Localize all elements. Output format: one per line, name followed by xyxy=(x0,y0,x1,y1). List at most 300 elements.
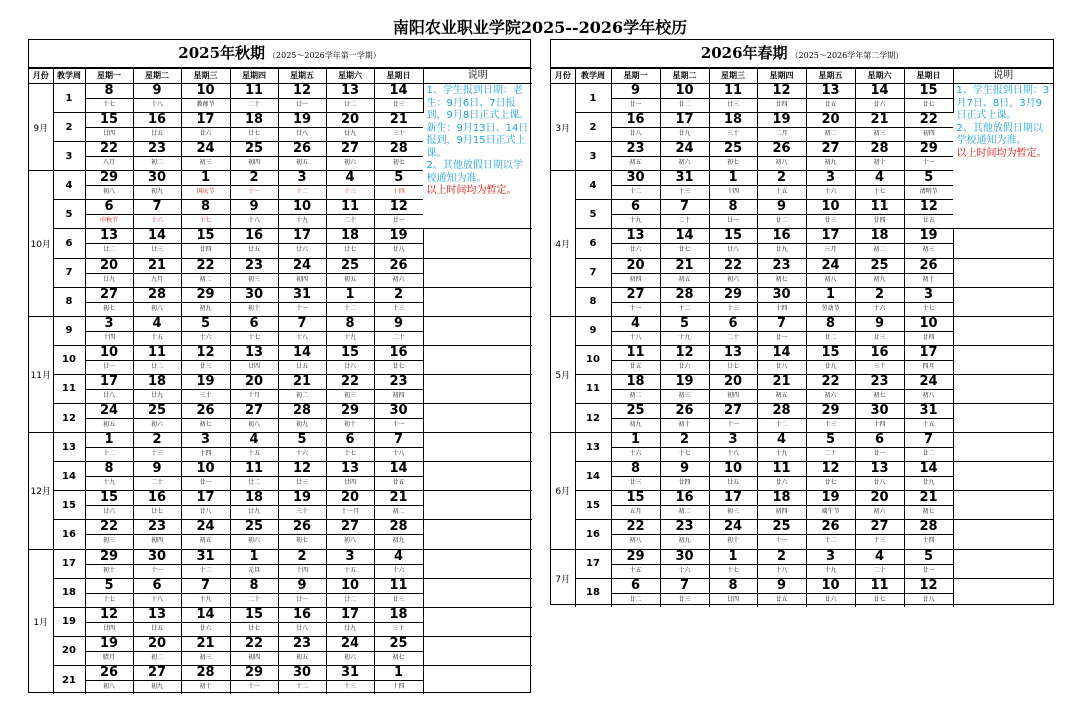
lunar-date: 廿三 xyxy=(279,476,326,489)
lunar-date: 十一月 xyxy=(327,505,374,518)
day-cell xyxy=(611,433,660,462)
day-cell xyxy=(278,636,326,665)
day-number: 25 xyxy=(626,403,645,419)
day-number: 14 xyxy=(389,83,408,98)
lunar-date: 初六 xyxy=(661,156,709,169)
day-cell xyxy=(181,636,230,665)
day-cell xyxy=(374,404,423,433)
day-number: 24 xyxy=(919,374,938,389)
day-number: 16 xyxy=(675,490,694,506)
day-cell xyxy=(230,433,278,462)
lunar-date: 十六 xyxy=(279,447,326,460)
day-number: 18 xyxy=(626,374,645,389)
day-number: 25 xyxy=(244,519,264,535)
week-number: 5 xyxy=(53,200,85,229)
spring-semester-header xyxy=(551,40,1053,68)
note-text: 2、其他放假日期以学校通知为准。 xyxy=(956,122,1043,146)
day-number: 31 xyxy=(919,403,938,419)
fall-semester-title: 2025年秋期 xyxy=(178,44,266,62)
day-cell xyxy=(757,345,806,374)
lunar-date: 廿七 xyxy=(375,360,423,373)
week-row xyxy=(29,258,532,287)
lunar-date: 初八 xyxy=(231,418,278,431)
lunar-date: 十八 xyxy=(375,447,423,460)
day-number: 6 xyxy=(728,316,738,331)
day-cell xyxy=(855,549,904,578)
day-cell xyxy=(230,84,278,113)
week-number: 16 xyxy=(53,520,85,549)
day-number: 13 xyxy=(723,345,743,360)
lunar-date: 廿一 xyxy=(612,98,660,111)
lunar-date: 廿二 xyxy=(231,476,278,489)
lunar-date: 初六 xyxy=(375,273,423,286)
lunar-date: 十一 xyxy=(134,564,181,577)
column-header: 星期五 xyxy=(278,69,326,84)
note-text: 以上时间均为暂定。 xyxy=(426,185,517,196)
day-cell xyxy=(709,462,757,491)
lunar-date: 廿三 xyxy=(375,593,423,606)
day-number: 5 xyxy=(394,170,404,186)
week-row xyxy=(29,345,532,374)
lunar-date: 初十 xyxy=(86,564,133,577)
day-number: 27 xyxy=(626,287,645,302)
week-number: 6 xyxy=(53,229,85,258)
day-cell xyxy=(855,374,904,403)
day-cell xyxy=(611,171,660,200)
week-row xyxy=(551,316,1053,345)
lunar-date: 十六 xyxy=(134,214,181,227)
lunar-date: 初五 xyxy=(279,651,326,664)
day-cell xyxy=(230,142,278,171)
day-cell xyxy=(806,578,855,607)
lunar-date: 九月 xyxy=(134,273,181,286)
day-cell xyxy=(611,462,660,491)
lunar-date: 十月 xyxy=(231,389,278,402)
day-number: 25 xyxy=(870,258,889,273)
day-cell xyxy=(85,287,133,316)
lunar-date: 十二 xyxy=(612,185,660,198)
lunar-date: 十二 xyxy=(327,302,374,315)
lunar-date: 十六 xyxy=(182,331,230,344)
lunar-date: 廿四 xyxy=(856,214,904,227)
lunar-date: 初五 xyxy=(86,418,133,431)
week-row xyxy=(551,374,1053,403)
day-cell xyxy=(904,374,953,403)
lunar-date: 廿三 xyxy=(710,98,757,111)
day-number: 17 xyxy=(675,112,694,128)
day-cell xyxy=(757,578,806,607)
day-cell xyxy=(855,345,904,374)
empty-note-cell xyxy=(423,229,532,258)
day-number: 28 xyxy=(147,287,167,302)
lunar-date: 教师节 xyxy=(182,98,230,111)
lunar-date: 廿五 xyxy=(710,476,757,489)
lunar-date: 十九 xyxy=(327,331,374,344)
week-row xyxy=(29,607,532,636)
day-number: 26 xyxy=(389,258,408,273)
day-number: 20 xyxy=(147,636,167,651)
lunar-date: 廿四 xyxy=(86,622,133,635)
lunar-date: 初二 xyxy=(279,389,326,402)
day-cell xyxy=(904,462,953,491)
empty-note-cell xyxy=(423,549,532,578)
day-number: 19 xyxy=(292,490,312,506)
lunar-date: 中秋节 xyxy=(86,214,133,227)
day-cell xyxy=(85,316,133,345)
day-number: 23 xyxy=(626,141,645,157)
lunar-date: 二十 xyxy=(327,214,374,227)
day-number: 9 xyxy=(152,83,162,98)
column-header: 星期一 xyxy=(85,69,133,84)
day-cell xyxy=(133,287,181,316)
day-cell xyxy=(85,404,133,433)
lunar-date: 初八 xyxy=(86,680,133,693)
day-cell xyxy=(904,491,953,520)
day-number: 19 xyxy=(919,228,938,244)
day-cell xyxy=(230,113,278,142)
week-row xyxy=(29,433,532,462)
fall-semester-panel xyxy=(28,39,531,693)
day-cell xyxy=(904,287,953,316)
day-cell xyxy=(181,404,230,433)
day-number: 24 xyxy=(723,519,743,535)
day-cell xyxy=(133,549,181,578)
week-number: 12 xyxy=(53,404,85,433)
day-number: 12 xyxy=(821,461,840,477)
lunar-date: 廿一 xyxy=(905,564,953,577)
day-cell xyxy=(85,258,133,287)
day-cell xyxy=(611,84,660,113)
week-row xyxy=(551,520,1053,549)
lunar-date: 廿六 xyxy=(807,593,855,606)
lunar-date: 廿八 xyxy=(279,127,326,140)
column-header: 教学周 xyxy=(53,69,85,84)
day-number: 14 xyxy=(389,461,408,477)
day-number: 10 xyxy=(821,578,840,593)
week-number: 1 xyxy=(53,84,85,113)
lunar-date: 三十 xyxy=(279,505,326,518)
day-number: 19 xyxy=(675,374,694,389)
day-cell xyxy=(806,113,855,142)
day-number: 16 xyxy=(772,228,791,244)
day-cell xyxy=(709,549,757,578)
lunar-date: 十五 xyxy=(612,564,660,577)
day-cell xyxy=(611,113,660,142)
day-cell xyxy=(278,578,326,607)
day-number: 12 xyxy=(99,607,119,622)
day-cell xyxy=(326,520,374,549)
lunar-date: 初四 xyxy=(231,156,278,169)
lunar-date: 初二 xyxy=(612,389,660,402)
lunar-date: 初八 xyxy=(905,389,953,402)
day-cell xyxy=(85,171,133,200)
day-cell xyxy=(855,113,904,142)
day-number: 15 xyxy=(244,607,264,622)
day-number: 12 xyxy=(919,578,938,593)
day-cell xyxy=(904,258,953,287)
lunar-date: 十七 xyxy=(710,564,757,577)
empty-note-cell xyxy=(423,258,532,287)
day-cell xyxy=(855,578,904,607)
lunar-date: 三十 xyxy=(375,127,424,140)
lunar-date: 廿四 xyxy=(758,98,806,111)
day-number: 9 xyxy=(776,199,787,215)
day-number: 27 xyxy=(340,519,360,535)
week-number: 11 xyxy=(575,374,611,403)
day-number: 16 xyxy=(292,607,312,622)
day-cell xyxy=(278,549,326,578)
lunar-date: 初四 xyxy=(612,273,660,286)
day-number: 28 xyxy=(389,519,408,535)
lunar-date: 初九 xyxy=(182,302,230,315)
empty-note-cell xyxy=(423,374,532,403)
lunar-date: 八月 xyxy=(86,156,133,169)
day-number: 22 xyxy=(723,258,743,273)
day-cell xyxy=(611,316,660,345)
day-cell xyxy=(181,142,230,171)
lunar-date: 初九 xyxy=(661,534,709,547)
day-cell xyxy=(374,549,423,578)
day-cell xyxy=(660,142,709,171)
lunar-date: 廿四 xyxy=(231,360,278,373)
lunar-date: 国庆节 xyxy=(182,185,230,198)
day-number: 27 xyxy=(870,519,889,535)
lunar-date: 初五 xyxy=(612,156,660,169)
day-number: 27 xyxy=(723,403,743,419)
week-number: 19 xyxy=(53,607,85,636)
note-text: 2、其他放假日期以学校通知为准。 xyxy=(426,160,523,184)
day-number: 21 xyxy=(870,112,889,128)
day-number: 13 xyxy=(626,228,645,244)
day-number: 28 xyxy=(675,287,694,302)
day-number: 29 xyxy=(99,170,119,186)
day-cell xyxy=(278,491,326,520)
lunar-date: 廿五 xyxy=(279,360,326,373)
day-cell xyxy=(855,258,904,287)
lunar-date: 初六 xyxy=(856,505,904,518)
lunar-date: 廿七 xyxy=(661,243,709,256)
day-cell xyxy=(278,462,326,491)
week-row xyxy=(29,462,532,491)
day-cell xyxy=(855,200,904,229)
day-cell xyxy=(611,549,660,578)
day-cell xyxy=(904,229,953,258)
lunar-date: 廿五 xyxy=(807,98,855,111)
day-number: 6 xyxy=(630,199,641,215)
lunar-date: 廿九 xyxy=(758,243,806,256)
day-cell xyxy=(757,142,806,171)
lunar-date: 十八 xyxy=(231,214,278,227)
day-cell xyxy=(133,171,181,200)
week-row xyxy=(551,84,1053,113)
day-number: 7 xyxy=(776,316,787,331)
lunar-date: 十一 xyxy=(612,302,660,315)
day-cell xyxy=(326,607,374,636)
day-number: 19 xyxy=(292,112,312,128)
week-row xyxy=(551,549,1053,578)
lunar-date: 三十 xyxy=(856,360,904,373)
lunar-date: 初五 xyxy=(661,273,709,286)
lunar-date: 二十 xyxy=(231,593,278,606)
lunar-date: 廿二 xyxy=(612,593,660,606)
day-cell xyxy=(855,462,904,491)
day-number: 2 xyxy=(152,432,162,448)
day-number: 4 xyxy=(393,549,404,564)
day-cell xyxy=(326,462,374,491)
day-number: 13 xyxy=(870,461,889,477)
day-number: 27 xyxy=(147,665,167,680)
lunar-date: 十四 xyxy=(375,185,424,198)
column-header-row xyxy=(29,69,532,84)
day-number: 7 xyxy=(200,578,211,593)
fall-semester-subtitle: （2025～2026学年第一学期） xyxy=(268,51,381,60)
lunar-date: 廿九 xyxy=(86,273,133,286)
lunar-date: 廿三 xyxy=(661,593,709,606)
day-number: 20 xyxy=(821,112,840,128)
lunar-date: 初三 xyxy=(182,156,230,169)
empty-note-cell xyxy=(423,607,532,636)
lunar-date: 初二 xyxy=(134,156,181,169)
week-number: 14 xyxy=(53,462,85,491)
day-number: 21 xyxy=(675,258,694,273)
day-cell xyxy=(278,345,326,374)
day-cell xyxy=(855,171,904,200)
empty-note-cell xyxy=(423,578,532,607)
day-number: 13 xyxy=(340,461,360,477)
week-number: 2 xyxy=(575,113,611,142)
column-header-row xyxy=(551,69,1053,84)
column-header: 月份 xyxy=(551,69,575,84)
day-cell xyxy=(230,287,278,316)
day-cell xyxy=(181,520,230,549)
day-cell xyxy=(133,200,181,229)
day-number: 26 xyxy=(821,519,840,535)
day-cell xyxy=(278,316,326,345)
day-number: 12 xyxy=(292,83,312,98)
day-cell xyxy=(278,171,326,200)
lunar-date: 廿六 xyxy=(612,243,660,256)
day-cell xyxy=(660,433,709,462)
lunar-date: 十六 xyxy=(807,185,855,198)
day-number: 27 xyxy=(821,141,840,157)
day-cell xyxy=(374,84,423,113)
day-cell xyxy=(230,665,278,694)
lunar-date: 廿四 xyxy=(710,593,757,606)
lunar-date: 廿二 xyxy=(327,593,374,606)
lunar-date: 十八 xyxy=(710,447,757,460)
day-cell xyxy=(85,200,133,229)
day-number: 2 xyxy=(249,170,259,186)
empty-note-cell xyxy=(953,287,1053,316)
day-number: 14 xyxy=(919,461,938,477)
day-cell xyxy=(806,142,855,171)
month-label: 9月 xyxy=(29,84,53,171)
day-cell xyxy=(855,229,904,258)
day-number: 31 xyxy=(196,549,215,564)
column-header: 星期三 xyxy=(181,69,230,84)
day-number: 5 xyxy=(679,316,690,331)
lunar-date: 初三 xyxy=(661,389,709,402)
day-cell xyxy=(326,258,374,287)
lunar-date: 初二 xyxy=(807,127,855,140)
day-cell xyxy=(181,665,230,694)
day-cell xyxy=(757,433,806,462)
day-number: 4 xyxy=(345,170,355,186)
lunar-date: 廿五 xyxy=(758,593,806,606)
lunar-date: 十四 xyxy=(856,418,904,431)
lunar-date: 初七 xyxy=(375,651,423,664)
day-cell xyxy=(374,433,423,462)
day-cell xyxy=(806,258,855,287)
lunar-date: 元旦 xyxy=(231,564,278,577)
day-number: 26 xyxy=(675,403,694,419)
day-number: 7 xyxy=(923,432,934,448)
day-number: 10 xyxy=(821,199,840,215)
day-number: 13 xyxy=(147,607,167,622)
lunar-date: 初三 xyxy=(86,534,133,547)
day-number: 28 xyxy=(292,403,312,419)
empty-note-cell xyxy=(953,374,1053,403)
day-cell xyxy=(611,374,660,403)
empty-note-cell xyxy=(953,404,1053,433)
lunar-date: 十八 xyxy=(758,564,806,577)
lunar-date: 初三 xyxy=(905,243,953,256)
lunar-date: 十五 xyxy=(758,185,806,198)
lunar-date: 初六 xyxy=(231,534,278,547)
week-number: 4 xyxy=(53,171,85,200)
day-cell xyxy=(326,345,374,374)
day-number: 6 xyxy=(630,578,641,593)
day-cell xyxy=(374,607,423,636)
lunar-date: 初十 xyxy=(856,156,904,169)
lunar-date: 十一 xyxy=(279,302,326,315)
lunar-date: 廿七 xyxy=(905,98,953,111)
lunar-date: 十九 xyxy=(279,214,326,227)
lunar-date: 十七 xyxy=(327,447,374,460)
lunar-date: 廿二 xyxy=(134,360,181,373)
day-cell xyxy=(855,287,904,316)
day-number: 26 xyxy=(292,519,312,535)
day-cell xyxy=(326,316,374,345)
day-number: 6 xyxy=(874,432,885,448)
lunar-date: 初五 xyxy=(327,273,374,286)
lunar-date: 初十 xyxy=(905,273,953,286)
day-cell xyxy=(326,578,374,607)
day-cell xyxy=(904,520,953,549)
day-number: 16 xyxy=(870,345,889,360)
lunar-date: 廿一 xyxy=(279,593,326,606)
day-cell xyxy=(709,84,757,113)
day-cell xyxy=(806,316,855,345)
day-number: 11 xyxy=(244,461,264,477)
day-cell xyxy=(806,374,855,403)
day-number: 3 xyxy=(923,287,934,302)
day-cell xyxy=(133,520,181,549)
day-cell xyxy=(85,462,133,491)
day-cell xyxy=(181,345,230,374)
day-number: 29 xyxy=(919,141,938,157)
week-row xyxy=(551,433,1053,462)
week-number: 18 xyxy=(53,578,85,607)
day-number: 31 xyxy=(340,665,360,680)
spring-semester-subtitle: （2025～2026学年第二学期） xyxy=(790,51,904,60)
day-cell xyxy=(660,462,709,491)
lunar-date: 廿一 xyxy=(375,214,424,227)
lunar-date: 初二 xyxy=(134,651,181,664)
day-cell xyxy=(230,345,278,374)
day-cell xyxy=(374,229,423,258)
day-number: 30 xyxy=(626,170,645,186)
